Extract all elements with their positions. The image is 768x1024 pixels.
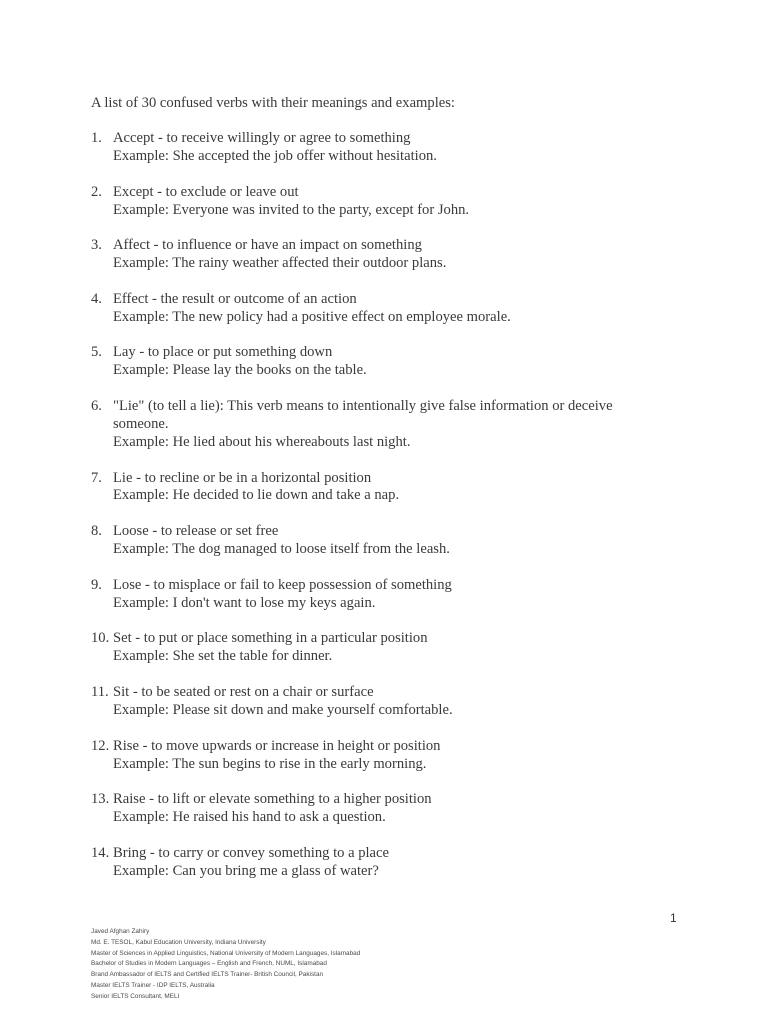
item-definition: Lay - to place or put something down <box>113 344 333 361</box>
item-definition: Set - to put or place something in a particular position <box>113 630 428 647</box>
item-definition: Lie - to recline or be in a horizontal position <box>113 469 372 486</box>
intro-text: A list of 30 confused verbs with their meanings and examples: <box>91 95 455 111</box>
verb-list <box>91 130 651 898</box>
item-number: 3. <box>91 237 102 254</box>
item-definition: Effect - the result or outcome of an action <box>113 290 357 307</box>
item-example: Example: The sun begins to rise in the early morning. <box>113 755 427 772</box>
item-number: 14. <box>91 844 110 861</box>
item-definition: Loose - to release or set free <box>113 523 279 540</box>
item-definition: Lose - to misplace or fail to keep possession of something <box>113 576 452 593</box>
item-number: 8. <box>91 523 102 540</box>
list-item <box>91 470 651 506</box>
footer-line: Master IELTS Trainer - IDP IELTS, Australia <box>91 981 215 989</box>
item-definition: Except - to exclude or leave out <box>113 183 299 200</box>
item-number: 6. <box>91 398 102 415</box>
item-definition: "Lie" (to tell a lie): This verb means to intentionally give false information or deceive someone. <box>113 398 613 432</box>
item-number: 7. <box>91 469 102 486</box>
list-item <box>91 130 651 166</box>
list-item <box>91 291 651 327</box>
list-item <box>91 184 651 220</box>
item-definition: Rise - to move upwards or increase in height or position <box>113 737 441 754</box>
item-example: Example: The dog managed to loose itself from the leash. <box>113 541 450 558</box>
list-item <box>91 344 651 380</box>
item-example: Example: The new policy had a positive effect on employee morale. <box>113 308 511 325</box>
list-item <box>91 237 651 273</box>
item-example: Example: He decided to lie down and take a nap. <box>113 487 400 504</box>
item-example: Example: Can you bring me a glass of water? <box>113 862 379 879</box>
item-number: 4. <box>91 290 102 307</box>
footer-credentials <box>91 927 360 1003</box>
footer-line: Bachelor of Studies in Modern Languages – English and French, NUML, Islamabad <box>91 960 327 968</box>
item-definition: Accept - to receive willingly or agree to something <box>113 130 411 146</box>
list-item <box>91 630 651 666</box>
list-item <box>91 845 651 881</box>
footer-line: Javed Afghan Zahiry <box>91 928 150 935</box>
item-number: 10. <box>91 630 110 647</box>
item-example: Example: Please lay the books on the table. <box>113 362 367 379</box>
footer-line: Md. E. TESOL, Kabul Education University, Indiana University <box>91 938 266 946</box>
item-example: Example: She set the table for dinner. <box>113 648 333 665</box>
item-number: 2. <box>91 183 102 200</box>
item-example: Example: I don't want to lose my keys again. <box>113 594 376 611</box>
item-number: 1. <box>91 130 102 146</box>
footer-line: Senior IELTS Consultant, MELI <box>91 992 180 1000</box>
footer-line: Brand Ambassador of IELTS and Certified IELTS Trainer- British Council, Pakistan <box>91 971 324 979</box>
list-item <box>91 523 651 559</box>
item-example: Example: Everyone was invited to the party, except for John. <box>113 201 470 218</box>
list-item <box>91 398 651 452</box>
item-example: Example: He raised his hand to ask a question. <box>113 809 386 826</box>
item-definition: Bring - to carry or convey something to a place <box>113 844 389 861</box>
list-item <box>91 738 651 774</box>
item-number: 5. <box>91 344 102 361</box>
list-item <box>91 791 651 827</box>
item-number: 11. <box>91 684 109 700</box>
item-number: 13. <box>91 791 110 808</box>
footer-line: Master of Sciences in Applied Linguistics, National University of Modern Languages, Islamabad <box>91 949 361 957</box>
list-item <box>91 577 651 613</box>
item-number: 12. <box>91 737 110 754</box>
item-example: Example: He lied about his whereabouts last night. <box>113 433 411 450</box>
item-definition: Sit - to be seated or rest on a chair or surface <box>113 684 374 700</box>
item-definition: Raise - to lift or elevate something to a higher position <box>113 791 432 808</box>
list-item <box>91 684 651 720</box>
item-example: Example: She accepted the job offer without hesitation. <box>113 147 437 164</box>
item-definition: Affect - to influence or have an impact on something <box>113 237 422 254</box>
item-example: Example: Please sit down and make yourself comfortable. <box>113 701 453 718</box>
item-number: 9. <box>91 576 102 593</box>
page-number: 1 <box>670 911 677 925</box>
item-example: Example: The rainy weather affected their outdoor plans. <box>113 255 447 272</box>
